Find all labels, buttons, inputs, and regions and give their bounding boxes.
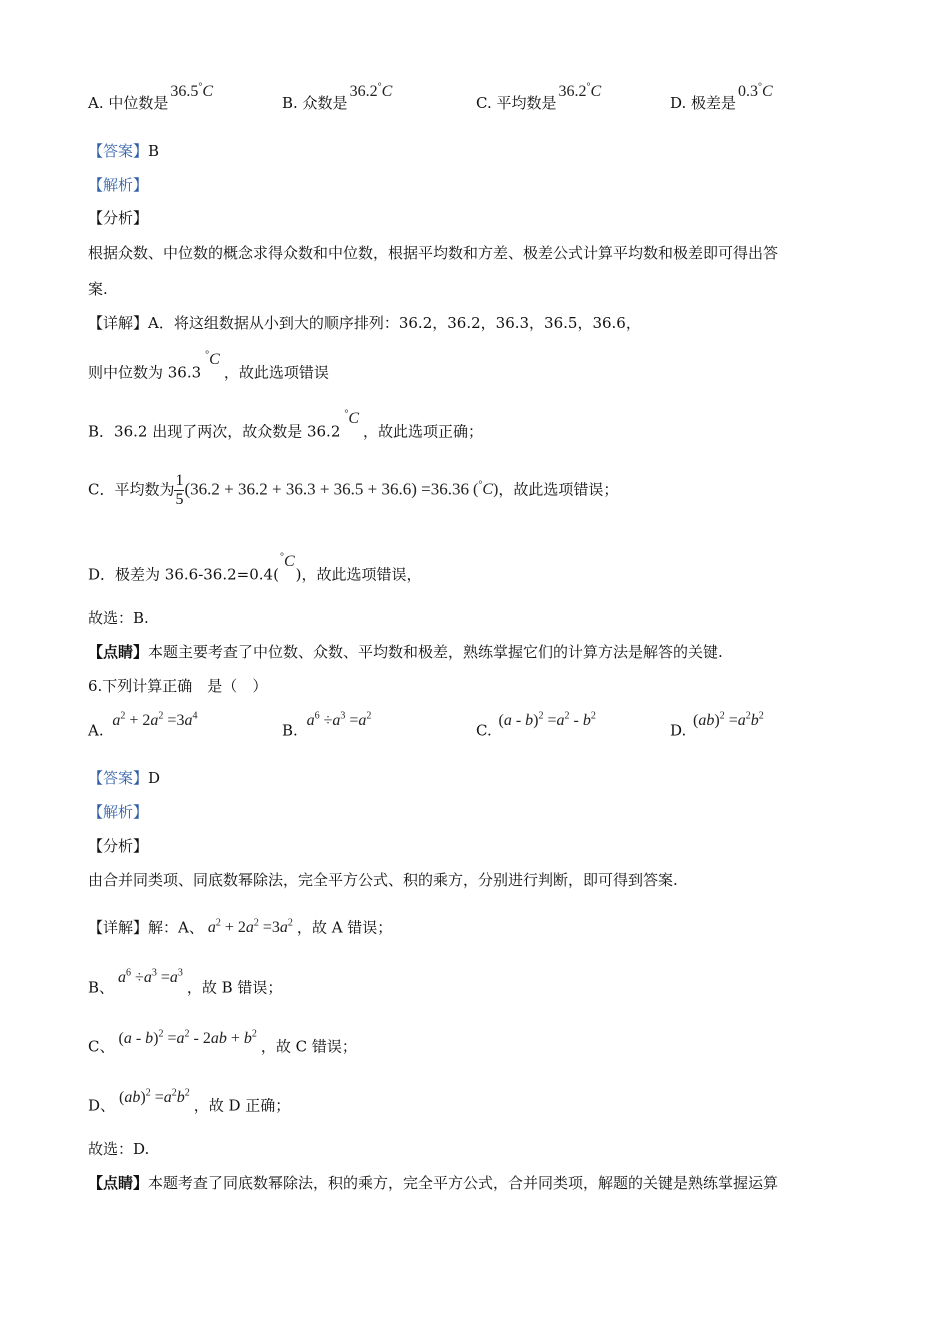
celsius-symbol: C [381, 83, 393, 100]
q6-option-b-label: B. [282, 721, 298, 740]
q5-option-a-value: 36.5 [170, 83, 199, 100]
q6-question: 6.下列计算正确 是（ ） [88, 677, 268, 695]
q5-choose: 故选：B. [88, 609, 149, 627]
q5-option-b [282, 81, 393, 113]
q5-mode-prefix: B．36.2 出现了两次，故众数是 36.2 [88, 422, 341, 441]
celsius-symbol: C [762, 83, 773, 100]
q6-detail-a [88, 914, 392, 938]
q6-detail-c [88, 1029, 357, 1057]
q5-analysis-tag: 【解析】 [88, 176, 149, 194]
celsius-symbol: C [482, 481, 493, 499]
q5-fenxi-text-2: 案. [88, 280, 108, 298]
q5-median-line [88, 350, 329, 383]
fraction-numerator: 1 [175, 471, 184, 489]
q5-mean-line: C．平均数为 $\frac{1}{5}$ (36.2 + 36.2 + 36.3 + 36.5 + 36.6) =36.36 (°C)，故此选项错误； [88, 471, 619, 508]
q6-option-a-label: A. [88, 721, 104, 740]
q5-range-suffix: )，故此选项错误， [295, 565, 422, 584]
dianjing-tag: 【点睛】 [88, 643, 149, 661]
q5-option-b-value: 36.2 [349, 83, 378, 100]
q5-option-d-label: D. 极差是 [670, 94, 737, 112]
q6-analysis-tag: 【解析】 [88, 803, 149, 821]
q6-option-d-label: D. [670, 721, 687, 740]
q5-option-d-value: 0.3 [738, 83, 759, 100]
q5-median-suffix: ，故此选项错误 [223, 363, 329, 382]
degree-symbol: ° [344, 409, 349, 420]
fraction [174, 472, 184, 509]
q6-fenxi-tag: 【分析】 [88, 837, 149, 855]
celsius-symbol: C [590, 83, 602, 100]
q5-mean-prefix: C．平均数为 [88, 480, 175, 499]
q6-detail-b-formula: $a^6 \div a^3 =a^3$ [118, 968, 183, 987]
q6-detail-c-suffix: ，故 C 错误； [260, 1037, 357, 1056]
degree-symbol: ° [198, 81, 203, 93]
q6-fenxi-text: 由合并同类项、同底数幂除法，完全平方公式、积的乘方，分别进行判断，即可得到答案. [88, 871, 678, 889]
degree-symbol: ° [478, 480, 483, 491]
q5-mean-suffix: ，故此选项错误； [498, 480, 619, 499]
celsius-symbol: C [283, 553, 295, 571]
q5-option-a-label: A. 中位数是 [88, 94, 169, 112]
q6-detail-d [88, 1088, 291, 1116]
celsius-symbol: C [209, 351, 220, 369]
answer-tag: 【答案】 [88, 142, 149, 160]
dianjing-tag: 【点睛】 [88, 1174, 149, 1192]
q5-option-a [88, 81, 214, 113]
q5-mode-suffix: ，故此选项正确； [363, 422, 484, 441]
q5-option-c [476, 81, 602, 113]
q5-fenxi-tag: 【分析】 [88, 209, 149, 227]
fraction-denominator: 5 [175, 490, 184, 508]
q6-detail-c-prefix: C、 [88, 1037, 115, 1056]
q6-option-a [88, 711, 198, 740]
q5-fenxi-text-1: 根据众数、中位数的概念求得众数和中位数，根据平均数和方差、极差公式计算平均数和极差即可得出答 [88, 244, 779, 262]
q5-range-prefix: D．极差为 36.6-36.2=0.4( [88, 565, 279, 584]
q5-mean-expr: (36.2 + 36.2 + 36.3 + 36.5 + 36.6) =36.36 [184, 479, 469, 499]
q5-option-c-label: C. 平均数是 [476, 94, 557, 112]
degree-symbol: ° [377, 81, 382, 93]
q6-detail-c-formula: $(a - b)^2 =a^2 - 2ab + b^2$ [118, 1029, 257, 1048]
q6-option-a-formula: $a^2 + 2a^2 =3a^4$ [112, 711, 198, 730]
q6-detail-b [88, 968, 283, 998]
q6-option-b [282, 711, 372, 740]
q6-detail-d-formula: $(ab)^2 =a^2b^2$ [119, 1088, 190, 1107]
q5-answer: B [148, 142, 160, 160]
q6-option-d-formula: $(ab)^2 =a^2b^2$ [693, 711, 764, 730]
q6-detail-a-prefix: 解：A、 [148, 918, 204, 937]
q6-detail-d-suffix: ，故 D 正确； [193, 1096, 291, 1115]
q5-mode-line [88, 409, 484, 442]
q5-range-line [88, 552, 422, 585]
q6-detail-b-prefix: B、 [88, 978, 115, 997]
q5-median-prefix: 则中位数为 36.3 [88, 363, 202, 382]
q6-option-c-formula: $(a - b)^2 =a^2 - b^2$ [498, 711, 596, 730]
q5-option-d [670, 81, 773, 113]
celsius-symbol: C [202, 83, 214, 100]
q5-detail-a-text: A．将这组数据从小到大的顺序排列：36.2，36.2，36.3，36.5，36.6， [148, 314, 641, 332]
answer-tag: 【答案】 [88, 769, 149, 787]
q5-option-b-label: B. 众数是 [282, 94, 348, 112]
q5-detail-a [88, 313, 641, 333]
detail-tag: 【详解】 [88, 918, 149, 937]
q5-answer-line [88, 141, 159, 161]
q6-detail-b-suffix: ，故 B 错误； [186, 978, 283, 997]
degree-symbol: ° [205, 350, 210, 361]
q5-dianjing-text: 本题主要考查了中位数、众数、平均数和极差，熟练掌握它们的计算方法是解答的关键. [148, 643, 723, 661]
q5-option-c-value: 36.2 [558, 83, 587, 100]
degree-symbol: ° [586, 81, 591, 93]
q6-choose: 故选：D. [88, 1140, 150, 1158]
q6-detail-a-formula: $a^2 + 2a^2 =3a^2$ [207, 918, 293, 937]
q6-answer-line [88, 768, 160, 788]
q6-dianjing-text: 本题考查了同底数幂除法，积的乘方，完全平方公式，合并同类项，解题的关键是熟练掌握运算 [148, 1174, 779, 1192]
celsius-symbol: C [348, 410, 360, 428]
q6-option-c-label: C. [476, 721, 492, 740]
detail-tag: 【详解】 [88, 314, 149, 332]
q6-option-c [476, 711, 596, 740]
q6-option-b-formula: $a^6 \div a^3 =a^2$ [306, 711, 372, 730]
q6-detail-a-suffix: ，故 A 错误； [296, 918, 393, 937]
degree-symbol: ° [279, 552, 284, 563]
q5-dianjing [88, 642, 723, 662]
q6-detail-d-prefix: D、 [88, 1096, 116, 1115]
q6-answer: D [148, 769, 161, 787]
degree-symbol: ° [758, 81, 763, 93]
q6-option-d [670, 711, 764, 740]
q6-dianjing [88, 1173, 778, 1193]
